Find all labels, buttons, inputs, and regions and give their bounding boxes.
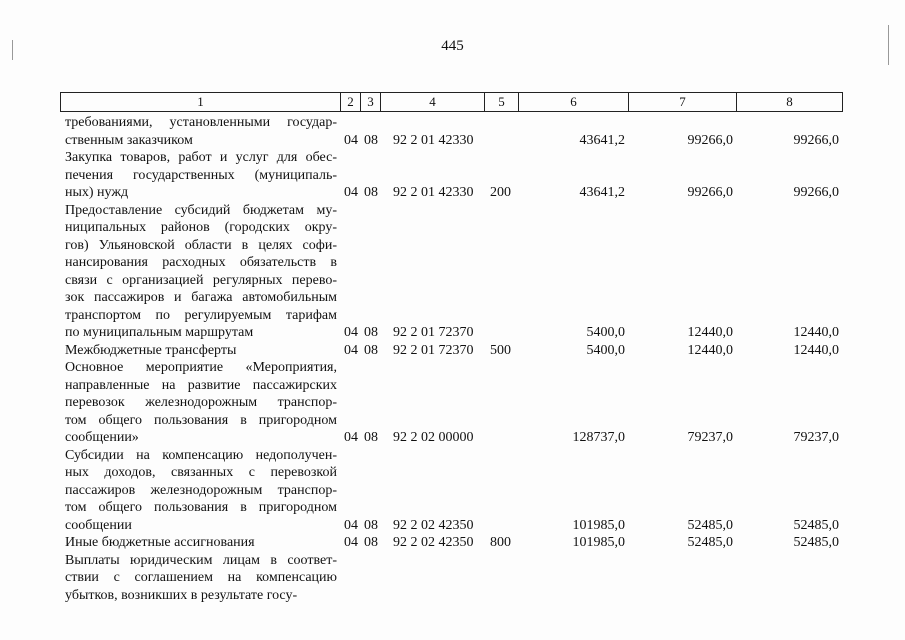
header-col-2: 2 (341, 93, 361, 111)
table-row (0, 149, 905, 202)
cell-c3: 08 (364, 342, 378, 358)
description-line: ных доходов, связанных с перевозкой (65, 465, 337, 480)
description-line: ных) нужд (65, 185, 129, 200)
description-line: сообщении» (65, 430, 139, 445)
description-line: по муниципальным маршрутам (65, 325, 254, 340)
header-col-4: 4 (381, 93, 485, 111)
table-row (0, 114, 905, 149)
cell-c2: 04 (344, 185, 358, 200)
cell-c8: 79237,0 (793, 430, 839, 445)
row-description (65, 342, 337, 360)
cell-c8: 52485,0 (793, 517, 839, 533)
description-line: пассажиров железнодорожным транспор- (65, 482, 337, 498)
table-row (0, 447, 905, 535)
scan-mark (888, 25, 889, 65)
description-line: перевозок железнодорожным транспор- (65, 395, 337, 410)
table-body (0, 114, 905, 604)
cell-c3: 08 (364, 517, 378, 533)
cell-c6: 43641,2 (579, 132, 625, 148)
page-number: 445 (441, 38, 464, 54)
cell-c3: 08 (364, 535, 378, 550)
cell-c2: 04 (344, 517, 358, 533)
cell-c6: 101985,0 (572, 517, 625, 533)
description-line: сообщении (65, 517, 132, 533)
description-line: гов) Ульяновской области в целях софи- (65, 237, 337, 253)
cell-c8: 52485,0 (793, 535, 839, 550)
description-line: Межбюджетные трансферты (65, 342, 237, 358)
row-description (65, 359, 337, 447)
cell-c8: 99266,0 (793, 185, 839, 200)
description-line: связи с организацией регулярных перево- (65, 272, 337, 288)
description-line: Субсидии на компенсацию недополучен- (65, 447, 337, 463)
description-line: том общего пользования в пригородном (65, 500, 337, 515)
description-line: том общего пользования в пригородном (65, 412, 337, 428)
description-line: требованиями, установленными государ- (65, 115, 337, 130)
table-row (0, 202, 905, 342)
cell-c7: 52485,0 (687, 535, 733, 550)
description-line: транспортом по регулируемым тарифам (65, 307, 337, 323)
table-row (0, 359, 905, 447)
cell-c3: 08 (364, 325, 378, 340)
cell-c4: 92 2 01 72370 (393, 342, 474, 358)
cell-c4: 92 2 02 42350 (393, 517, 474, 533)
description-line: направленные на развитие пассажирских (65, 377, 337, 393)
cell-c4: 92 2 02 42350 (393, 535, 474, 550)
cell-c6: 5400,0 (586, 325, 625, 340)
header-col-1: 1 (61, 93, 341, 111)
description-line: убытков, возникших в результате госу- (65, 587, 298, 603)
cell-c6: 5400,0 (586, 342, 625, 358)
cell-c4: 92 2 01 72370 (393, 325, 474, 340)
description-line: ствии с соглашением на компенсацию (65, 570, 337, 585)
row-description (65, 534, 337, 552)
description-line: зок пассажиров и багажа автомобильным (65, 290, 337, 305)
cell-c8: 12440,0 (793, 325, 839, 340)
cell-c4: 92 2 02 00000 (393, 430, 474, 445)
header-col-6: 6 (519, 93, 629, 111)
row-description (65, 149, 337, 202)
cell-c5: 500 (490, 342, 511, 358)
header-col-5: 5 (485, 93, 519, 111)
cell-c7: 79237,0 (687, 430, 733, 445)
cell-c7: 52485,0 (687, 517, 733, 533)
description-line: Выплаты юридическим лицам в соответ- (65, 552, 337, 568)
cell-c2: 04 (344, 132, 358, 148)
row-description (65, 447, 337, 535)
description-line: ниципальных районов (городских окру- (65, 220, 337, 235)
cell-c2: 04 (344, 325, 358, 340)
description-line: ственным заказчиком (65, 132, 193, 148)
cell-c7: 99266,0 (687, 132, 733, 148)
cell-c6: 101985,0 (572, 535, 625, 550)
header-col-7: 7 (629, 93, 737, 111)
cell-c8: 12440,0 (793, 342, 839, 358)
description-line: печения государственных (муниципаль- (65, 167, 337, 183)
description-line: нансирования расходных обязательств в (65, 255, 337, 270)
table-row (0, 552, 905, 605)
cell-c5: 200 (490, 185, 511, 200)
cell-c5: 800 (490, 535, 511, 550)
description-line: Закупка товаров, работ и услуг для обес- (65, 150, 337, 165)
row-description (65, 114, 337, 149)
cell-c2: 04 (344, 430, 358, 445)
cell-c2: 04 (344, 342, 358, 358)
cell-c6: 43641,2 (579, 185, 625, 200)
cell-c4: 92 2 01 42330 (393, 132, 474, 148)
cell-c7: 12440,0 (687, 325, 733, 340)
cell-c4: 92 2 01 42330 (393, 185, 474, 200)
row-description (65, 202, 337, 342)
cell-c3: 08 (364, 430, 378, 445)
row-description (65, 552, 337, 605)
table-row (0, 534, 905, 552)
cell-c6: 128737,0 (572, 430, 625, 445)
table-header (60, 92, 843, 112)
description-line: Предоставление субсидий бюджетам му- (65, 202, 337, 218)
scan-mark (12, 40, 13, 60)
cell-c3: 08 (364, 185, 378, 200)
header-col-8: 8 (786, 94, 793, 109)
cell-c7: 99266,0 (687, 185, 733, 200)
cell-c2: 04 (344, 535, 358, 550)
cell-c3: 08 (364, 132, 378, 148)
cell-c7: 12440,0 (687, 342, 733, 358)
header-col-3: 3 (361, 93, 381, 111)
table-row (0, 342, 905, 360)
cell-c8: 99266,0 (793, 132, 839, 148)
description-line: Иные бюджетные ассигнования (65, 535, 255, 550)
description-line: Основное мероприятие «Мероприятия, (65, 360, 337, 375)
